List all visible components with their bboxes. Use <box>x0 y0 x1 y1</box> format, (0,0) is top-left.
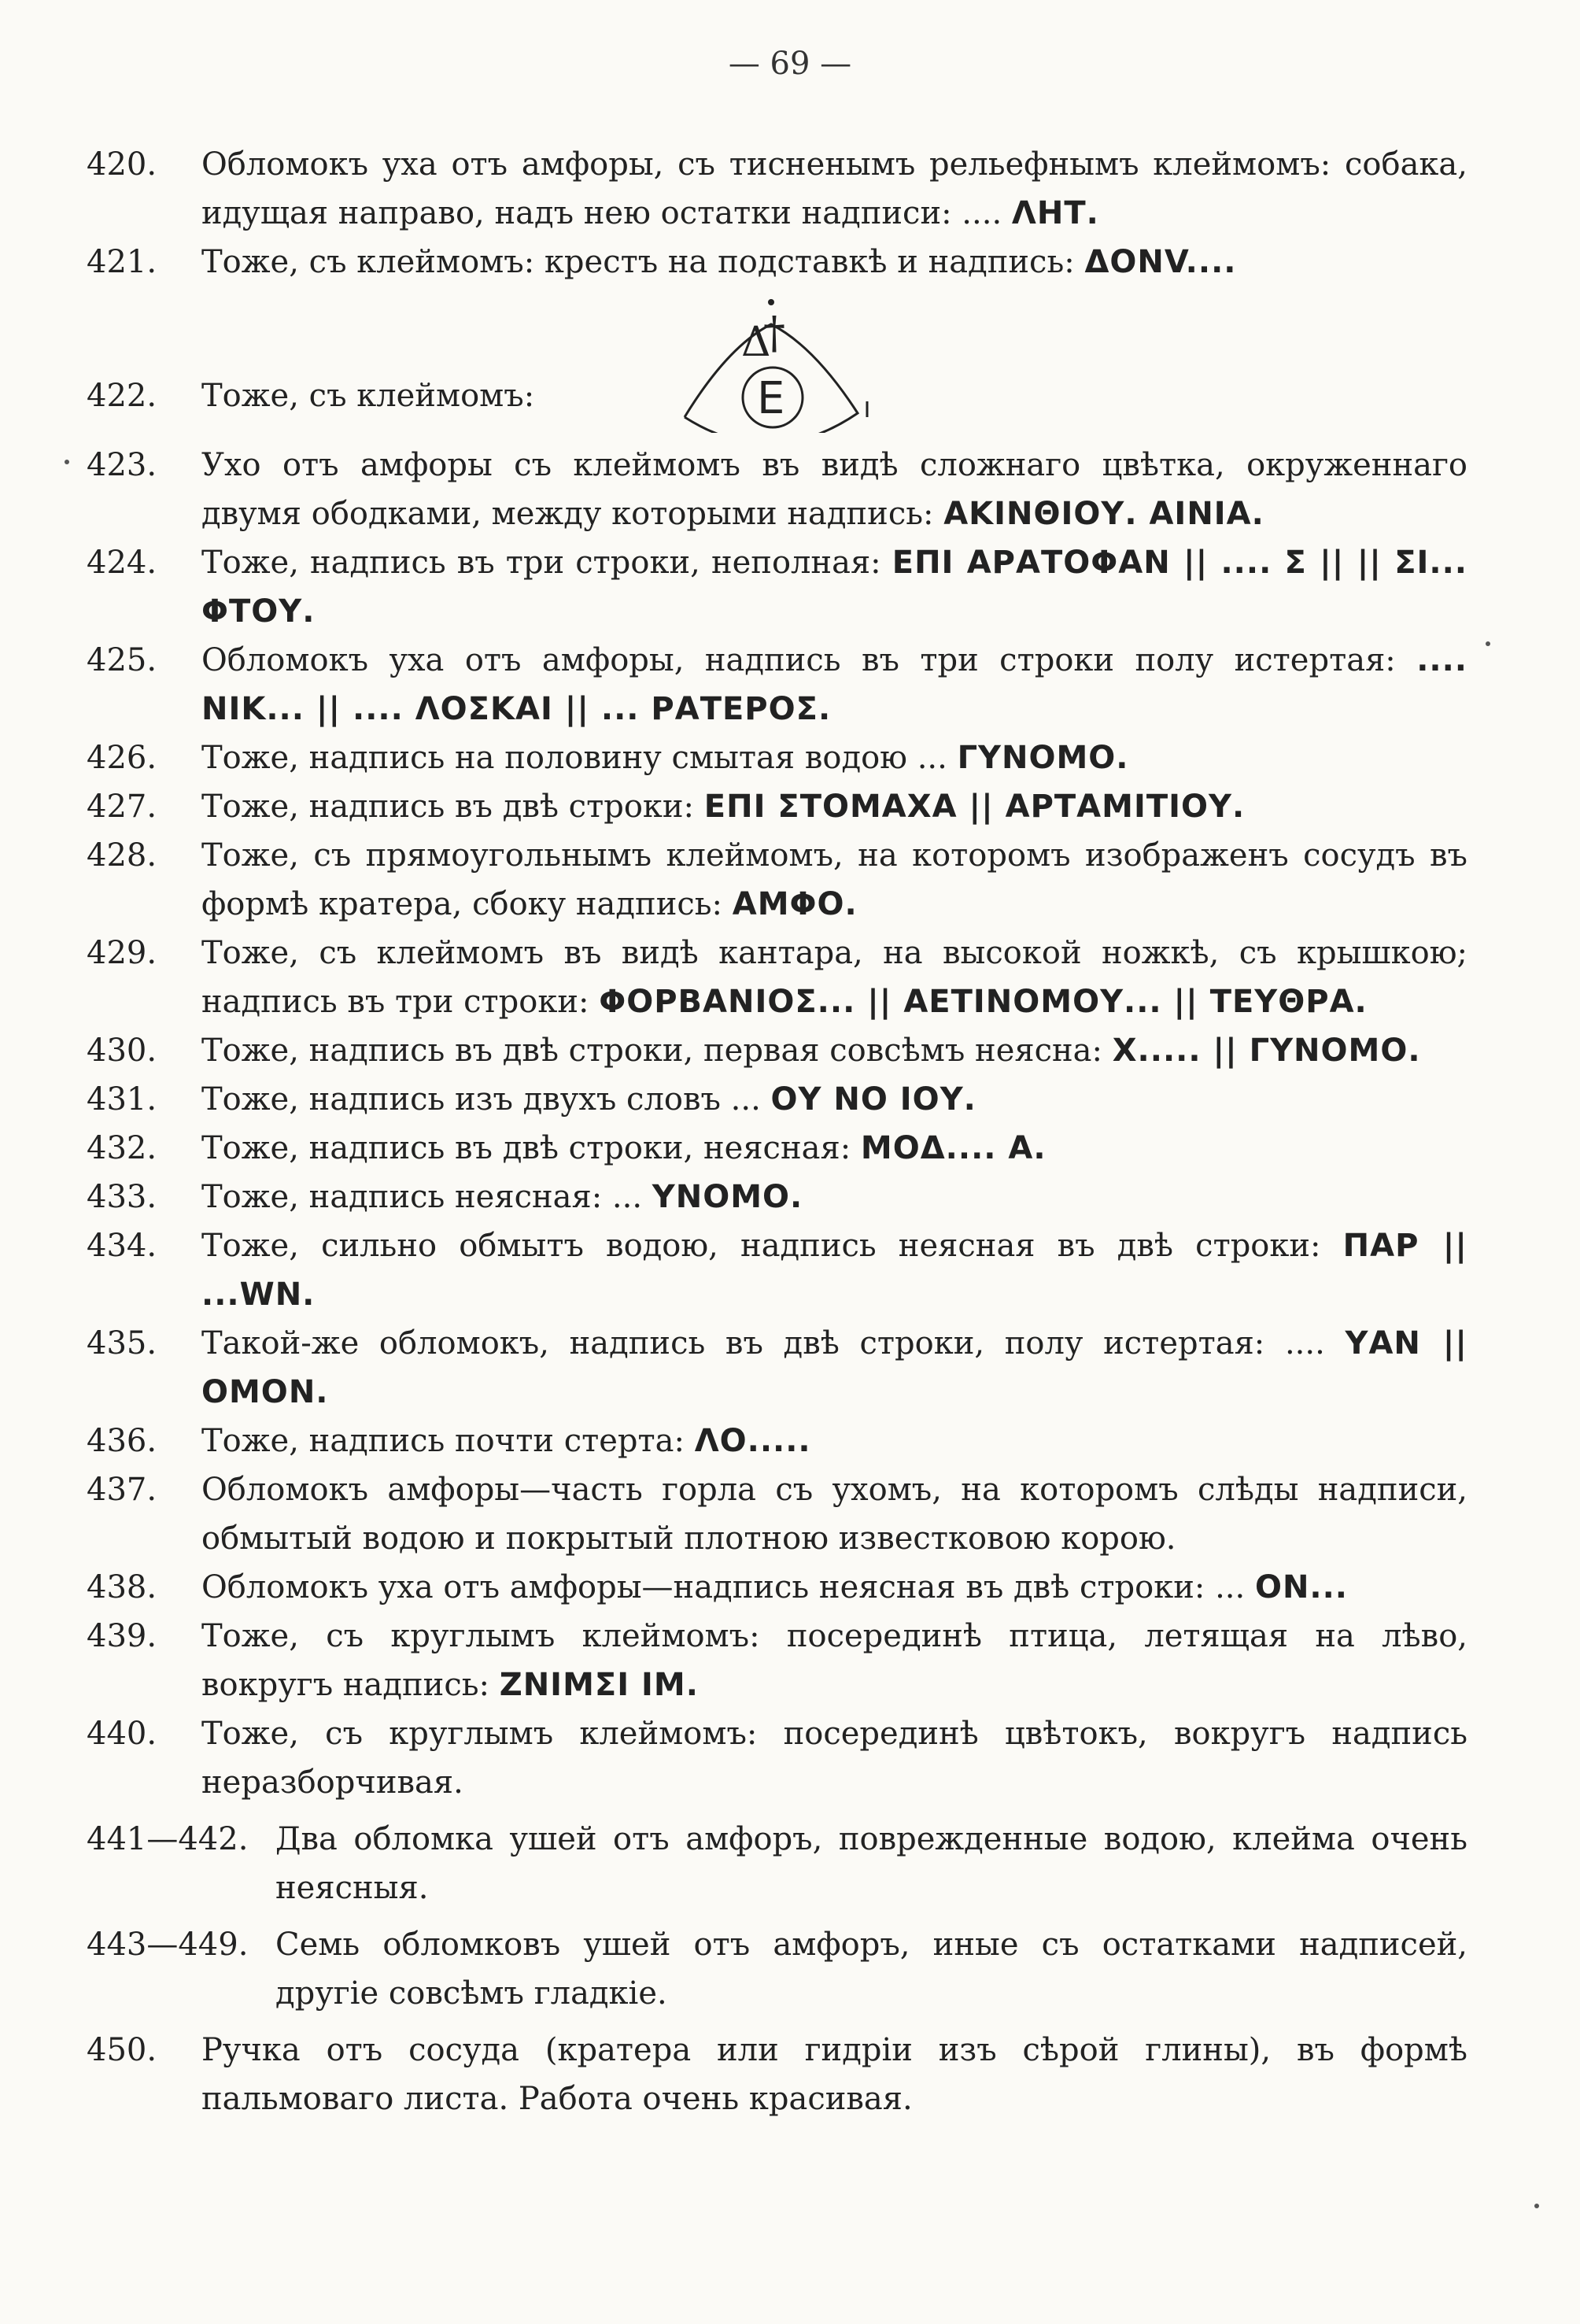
page-number: — 69 — <box>728 46 852 82</box>
greek-inscription: ΟΥ ΝΟ ΙΟΥ. <box>770 1081 976 1118</box>
entry-text: Тоже, съ прямоугольнымъ клеймомъ, на которомъ изображенъ сосудъ въ формѣ кратера, сбоку надпись: <box>201 837 1467 922</box>
greek-inscription: ΟΝ... <box>1254 1569 1349 1605</box>
catalog-entry-438 <box>87 1563 1467 1612</box>
entry-text: Тоже, надпись въ двѣ строки: <box>201 789 695 825</box>
entry-text: Тоже, надпись въ двѣ строки, первая совсѣмъ неясна: <box>201 1033 1102 1069</box>
greek-inscription: ΕΠΙ ΣΤΟΜΑΧΑ || ΑΡΤΑΜΙΤΙΟΥ. <box>703 789 1246 825</box>
stamp-letter: E <box>757 373 785 424</box>
catalog-entry-422 <box>87 371 1467 420</box>
entry-number: 433. <box>87 1179 157 1215</box>
catalog-entry-424 <box>87 538 1467 636</box>
catalog-entry-440 <box>87 1709 1467 1807</box>
entry-text: Тоже, съ клеймомъ: крестъ на подставкѣ и надпись: <box>201 244 1075 280</box>
greek-inscription: ΦΟΡΒΑΝΙΟΣ... || ΑΕΤΙΝΟΜΟΥ... || ΤΕΥΘΡΑ. <box>599 984 1368 1020</box>
greek-inscription: ΥΑΝ || ΟΜΟΝ. <box>201 1325 1467 1410</box>
catalog-entry-439 <box>87 1612 1467 1709</box>
entry-number: 430. <box>87 1033 157 1069</box>
greek-inscription: ΛΗΤ. <box>1011 195 1099 231</box>
entry-number: 431. <box>87 1081 157 1118</box>
catalog-entry-437 <box>87 1465 1467 1563</box>
catalog-entry-425 <box>87 636 1467 733</box>
entry-text: Тоже, надпись неясная: ... <box>201 1179 643 1215</box>
entry-number: 422. <box>87 378 157 414</box>
entry-number: 429. <box>87 935 157 971</box>
entry-number: 425. <box>87 642 157 678</box>
entry-text: Семь обломковъ ушей отъ амфоръ, иные съ остатками надписей, другіе совсѣмъ гладкіе. <box>275 1927 1467 2012</box>
catalog-entry-441-442 <box>87 1815 1467 1912</box>
entry-text: Обломокъ уха отъ амфоры, съ тисненымъ рельефнымъ клеймомъ: собака, идущая направо, надъ нею остатки надписи: .... <box>201 146 1467 231</box>
paper-speck <box>65 460 69 464</box>
greek-inscription: ΑΚΙΝΘΙΟΥ. ΑΙΝΙΑ. <box>943 496 1264 532</box>
catalog-entry-430 <box>87 1026 1467 1075</box>
entry-text: Ухо отъ амфоры съ клеймомъ въ видѣ сложнаго цвѣтка, окруженнаго двумя ободками, между которыми надпись: <box>201 447 1467 532</box>
entry-text: Тоже, съ клеймомъ: <box>201 378 535 414</box>
entry-number: 420. <box>87 146 157 183</box>
entry-number: 428. <box>87 837 157 874</box>
entry-number: 443—449. <box>87 1927 249 1963</box>
catalog-entry-427 <box>87 782 1467 831</box>
entry-number: 436. <box>87 1423 157 1459</box>
entry-number: 438. <box>87 1569 157 1605</box>
stamp-sketch-row <box>87 286 1467 433</box>
catalog-entry-421 <box>87 238 1467 286</box>
greek-inscription: ΔΟΝV.... <box>1084 244 1237 280</box>
catalog-entry-426 <box>87 733 1467 782</box>
catalog-entry-420 <box>87 140 1467 238</box>
entry-text: Тоже, съ клеймомъ въ видѣ кантара, на высокой ножкѣ, съ крышкою; надпись въ три строки: <box>201 935 1467 1020</box>
catalog-entry-443-449 <box>87 1920 1467 2018</box>
stamp-mark-text: Δ <box>741 319 771 366</box>
entry-number: 423. <box>87 447 157 483</box>
catalog-entry-431 <box>87 1075 1467 1124</box>
entry-number: 427. <box>87 789 157 825</box>
entry-text: Тоже, сильно обмытъ водою, надпись неясная въ двѣ строки: <box>201 1228 1321 1264</box>
entry-text: Ручка отъ сосуда (кратера или гидріи изъ сѣрой глины), въ формѣ пальмоваго листа. Работа очень красивая. <box>201 2032 1467 2117</box>
entry-text: Такой-же обломокъ, надпись въ двѣ строки, полу истертая: .... <box>201 1325 1325 1362</box>
greek-inscription: ΑΜΦΟ. <box>732 886 858 922</box>
entry-text: Обломокъ амфоры—часть горла съ ухомъ, на которомъ слѣды надписи, обмытый водою и покрытый плотною известковою корою. <box>201 1472 1467 1557</box>
catalog-entry-435 <box>87 1319 1467 1417</box>
catalog-entry-432 <box>87 1124 1467 1173</box>
greek-inscription: ΠΑΡ || ...WΝ. <box>201 1228 1467 1313</box>
entry-number: 426. <box>87 740 157 776</box>
entry-number: 424. <box>87 545 157 581</box>
entry-text: Тоже, надпись почти стерта: <box>201 1423 685 1459</box>
entry-number: 440. <box>87 1716 157 1752</box>
entry-number: 441—442. <box>87 1821 249 1857</box>
catalog-entry-450 <box>87 2026 1467 2123</box>
entry-text: Тоже, надпись въ три строки, неполная: <box>201 545 881 581</box>
paper-speck <box>1534 2204 1539 2208</box>
entry-number: 450. <box>87 2032 157 2068</box>
greek-inscription: Χ..... || ΓΥΝΟΜΟ. <box>1112 1033 1421 1069</box>
entry-number: 435. <box>87 1325 157 1362</box>
catalog-entry-429 <box>87 929 1467 1026</box>
entry-number: 437. <box>87 1472 157 1508</box>
greek-inscription: ΥΝΟΜΟ. <box>652 1179 803 1215</box>
catalog-entry-434 <box>87 1221 1467 1319</box>
greek-inscription: ΓΥΝΟΜΟ. <box>957 740 1129 776</box>
entry-text: Тоже, надпись изъ двухъ словъ ... <box>201 1081 761 1118</box>
entry-text: Тоже, надпись въ двѣ строки, неясная: <box>201 1130 851 1166</box>
catalog-entries <box>87 140 1467 2123</box>
paper-speck <box>1486 641 1490 646</box>
entry-number: 434. <box>87 1228 157 1264</box>
entry-text: Два обломка ушей отъ амфоръ, поврежденные водою, клейма очень неясныя. <box>275 1821 1467 1906</box>
catalog-entry-436 <box>87 1417 1467 1465</box>
entry-number: 439. <box>87 1618 157 1654</box>
catalog-entry-423 <box>87 441 1467 538</box>
catalog-entry-433 <box>87 1173 1467 1221</box>
greek-inscription: .... ΝΙΚ... || .... ΛΟΣΚΑΙ || ... ΡΑΤΕΡΟΣ. <box>201 642 1467 727</box>
entry-text: Тоже, съ круглымъ клеймомъ: посерединѣ цвѣтокъ, вокругъ надпись неразборчивая. <box>201 1716 1467 1801</box>
greek-inscription: ΜΟΔ.... Α. <box>860 1130 1047 1166</box>
entry-number: 421. <box>87 244 157 280</box>
greek-inscription: ΖΝΙΜΣΙ ΙΜ. <box>499 1667 699 1703</box>
entry-number: 432. <box>87 1130 157 1166</box>
greek-inscription: ΛΟ..... <box>694 1423 811 1459</box>
cross-icon: † <box>763 308 785 359</box>
entry-text: Обломокъ уха отъ амфоры, надпись въ три строки полу истертая: <box>201 642 1396 678</box>
entry-text: Обломокъ уха отъ амфоры—надпись неясная въ двѣ строки: ... <box>201 1569 1246 1605</box>
greek-inscription: ΕΠΙ ΑΡΑΤΟΦΑΝ || .... Σ || || ΣΙ... ΦΤΟΥ. <box>201 545 1467 630</box>
catalog-entry-428 <box>87 831 1467 929</box>
entry-text: Тоже, съ круглымъ клеймомъ: посерединѣ птица, летящая на лѣво, вокругъ надпись: <box>201 1618 1467 1703</box>
entry-text: Тоже, надпись на половину смытая водою ... <box>201 740 947 776</box>
